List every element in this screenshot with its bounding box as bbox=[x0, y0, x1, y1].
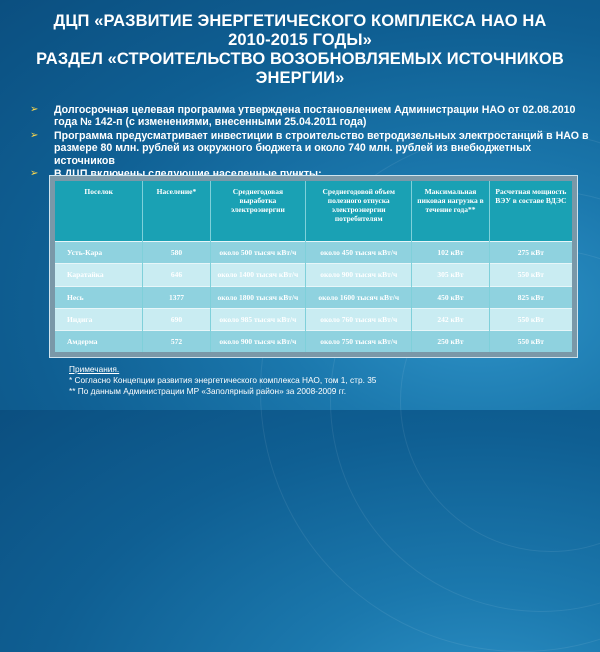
arrow-bullet-icon: ➢ bbox=[30, 104, 39, 115]
table-cell: около 1600 тысяч кВт/ч bbox=[306, 286, 412, 308]
table-cell: около 1800 тысяч кВт/ч bbox=[210, 286, 306, 308]
arrow-bullet-icon: ➢ bbox=[30, 129, 39, 141]
table-cell: Каратайка bbox=[55, 264, 143, 286]
table-header-row bbox=[55, 181, 572, 242]
table-cell: 102 кВт bbox=[412, 242, 490, 264]
table-cell: 580 bbox=[143, 242, 210, 264]
table-cell: 1377 bbox=[143, 286, 210, 308]
settlements-table bbox=[55, 181, 572, 352]
table-row bbox=[55, 308, 572, 330]
settlements-table-frame bbox=[49, 175, 578, 358]
bullet-text: Долгосрочная целевая программа утверждена постановлением Администрации НАО от 02.08.2010 года № 142-п (с изменениями, внесенными 25.04.2011 года) bbox=[54, 104, 576, 129]
column-header: Расчетная мощность ВЭУ в составе ВДЭС bbox=[489, 181, 572, 242]
table-cell: около 500 тысяч кВт/ч bbox=[210, 242, 306, 264]
table-cell: 825 кВт bbox=[489, 286, 572, 308]
footnote-item: ** По данным Администрации МР «Заполярный район» за 2008-2009 гг. bbox=[69, 386, 347, 396]
table-cell: 305 кВт bbox=[412, 264, 490, 286]
column-header: Среднегодовой объем полезного отпуска электроэнергии потребителям bbox=[306, 181, 412, 242]
table-cell: 242 кВт bbox=[412, 308, 490, 330]
table-cell: Амдерма bbox=[55, 331, 143, 352]
table-cell: около 750 тысяч кВт/ч bbox=[306, 331, 412, 352]
table-cell: около 985 тысяч кВт/ч bbox=[210, 308, 306, 330]
bullet-text: Программа предусматривает инвестиции в строительство ветродизельных электростанций в НАО в размере 80 млн. рублей из окружного бюджета и около 740 млн. рублей из внебюджетных источников bbox=[54, 129, 589, 167]
table-cell: 646 bbox=[143, 264, 210, 286]
table-cell: около 900 тысяч кВт/ч bbox=[306, 264, 412, 286]
column-header: Население* bbox=[143, 181, 210, 242]
footnotes-heading: Примечания. bbox=[69, 364, 120, 374]
table-cell: Несь bbox=[55, 286, 143, 308]
column-header: Среднегодовая выработка электроэнергии bbox=[210, 181, 306, 242]
column-header: Максимальная пиковая нагрузка в течение года** bbox=[412, 181, 490, 242]
table-cell: 275 кВт bbox=[489, 242, 572, 264]
table-cell: 550 кВт bbox=[489, 308, 572, 330]
table-row bbox=[55, 242, 572, 264]
title-line: РАЗДЕЛ «СТРОИТЕЛЬСТВО ВОЗОБНОВЛЯЕМЫХ ИСТОЧНИКОВ bbox=[36, 50, 564, 68]
footnotes bbox=[69, 364, 376, 397]
footnote-item: * Согласно Концепции развития энергетического комплекса НАО, том 1, стр. 35 bbox=[69, 375, 377, 385]
bullet-item bbox=[30, 104, 590, 129]
title-line: ДЦП «РАЗВИТИЕ ЭНЕРГЕТИЧЕСКОГО КОМПЛЕКСА НАО НА bbox=[53, 12, 547, 30]
table-cell: 572 bbox=[143, 331, 210, 352]
table-row bbox=[55, 331, 572, 352]
column-header: Поселок bbox=[55, 181, 143, 242]
table-cell: около 1400 тысяч кВт/ч bbox=[210, 264, 306, 286]
slide-title bbox=[10, 12, 590, 88]
bullet-item bbox=[30, 130, 590, 167]
title-line: 2010-2015 ГОДЫ» bbox=[228, 31, 372, 49]
table-cell: 550 кВт bbox=[489, 331, 572, 352]
table-cell: Индига bbox=[55, 308, 143, 330]
table-cell: около 450 тысяч кВт/ч bbox=[306, 242, 412, 264]
table-cell: около 760 тысяч кВт/ч bbox=[306, 308, 412, 330]
table-cell: 450 кВт bbox=[412, 286, 490, 308]
bullet-list bbox=[30, 104, 590, 181]
table-row bbox=[55, 286, 572, 308]
table-row bbox=[55, 264, 572, 286]
table-cell: 250 кВт bbox=[412, 331, 490, 352]
arrow-bullet-icon: ➢ bbox=[30, 168, 39, 180]
table-cell: 690 bbox=[143, 308, 210, 330]
table-cell: Усть-Кара bbox=[55, 242, 143, 264]
title-line: ЭНЕРГИИ» bbox=[255, 69, 345, 87]
table-cell: около 900 тысяч кВт/ч bbox=[210, 331, 306, 352]
table-cell: 550 кВт bbox=[489, 264, 572, 286]
